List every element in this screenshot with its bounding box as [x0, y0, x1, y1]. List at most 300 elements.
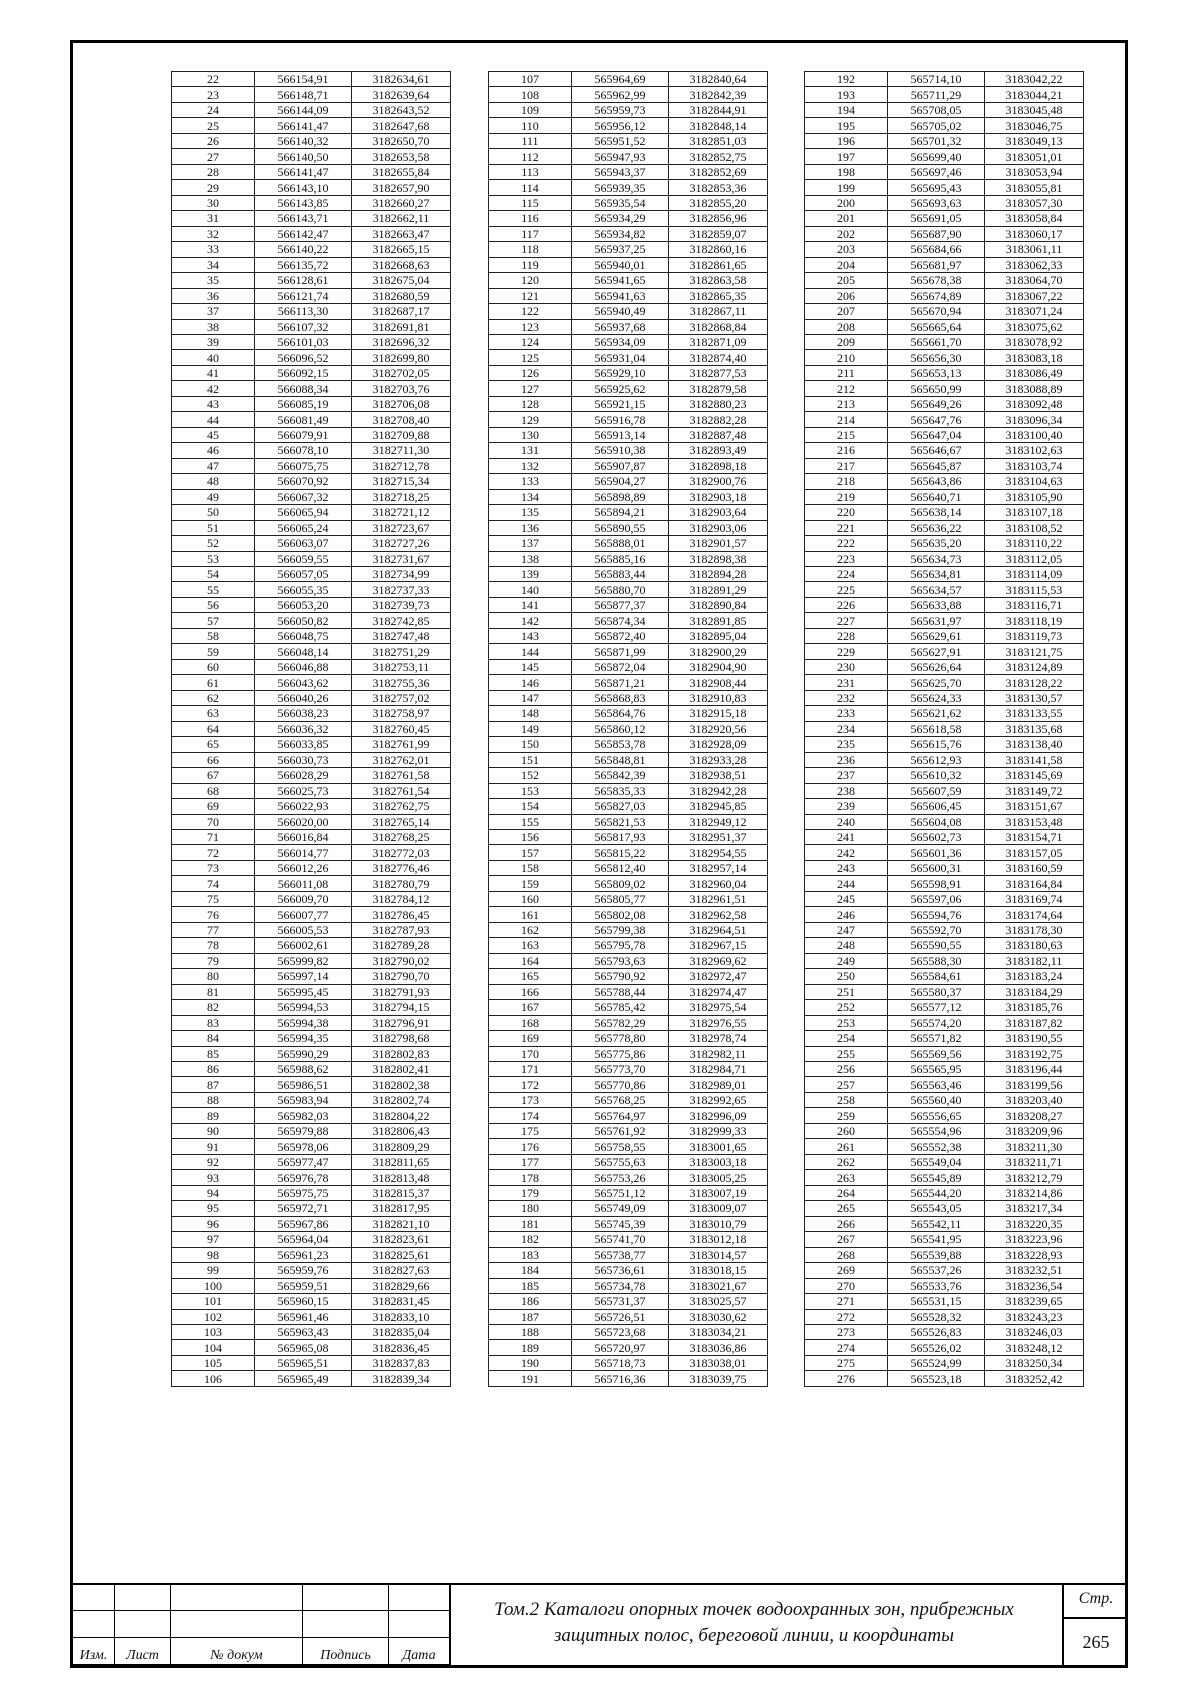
point-number-cell: 237: [805, 768, 888, 783]
point-number-cell: 68: [172, 783, 255, 798]
point-number-cell: 156: [489, 829, 572, 844]
x-coordinate-cell: 565931,04: [572, 350, 669, 365]
table-row: [805, 922, 1084, 937]
point-number-cell: 186: [489, 1294, 572, 1309]
point-number-cell: 235: [805, 737, 888, 752]
y-coordinate-cell: 3182894,28: [669, 567, 768, 582]
point-number-cell: 23: [172, 87, 255, 102]
y-coordinate-cell: 3182901,57: [669, 536, 768, 551]
y-coordinate-cell: 3183042,22: [985, 72, 1084, 87]
x-coordinate-cell: 565646,67: [888, 443, 985, 458]
x-coordinate-cell: 565872,04: [572, 659, 669, 674]
point-number-cell: 252: [805, 1000, 888, 1015]
x-coordinate-cell: 565921,15: [572, 396, 669, 411]
point-number-cell: 251: [805, 984, 888, 999]
point-number-cell: 253: [805, 1015, 888, 1030]
y-coordinate-cell: 3182703,76: [352, 381, 451, 396]
x-coordinate-cell: 565934,09: [572, 334, 669, 349]
point-number-cell: 275: [805, 1355, 888, 1370]
y-coordinate-cell: 3182839,34: [352, 1371, 451, 1386]
x-coordinate-cell: 565761,92: [572, 1123, 669, 1138]
y-coordinate-cell: 3183184,29: [985, 984, 1084, 999]
x-coordinate-cell: 565634,73: [888, 551, 985, 566]
point-number-cell: 114: [489, 180, 572, 195]
x-coordinate-cell: 565745,39: [572, 1216, 669, 1231]
table-row: [172, 180, 451, 195]
table-row: [172, 891, 451, 906]
y-coordinate-cell: 3183252,42: [985, 1371, 1084, 1386]
y-coordinate-cell: 3183061,11: [985, 242, 1084, 257]
table-row: [489, 536, 768, 551]
table-row: [172, 520, 451, 535]
x-coordinate-cell: 566096,52: [255, 350, 352, 365]
y-coordinate-cell: 3183005,25: [669, 1170, 768, 1185]
x-coordinate-cell: 565778,80: [572, 1031, 669, 1046]
y-coordinate-cell: 3182762,75: [352, 799, 451, 814]
x-coordinate-cell: 565597,06: [888, 891, 985, 906]
point-number-cell: 120: [489, 273, 572, 288]
table-row: [172, 582, 451, 597]
point-number-cell: 213: [805, 396, 888, 411]
table-row: [805, 72, 1084, 87]
point-number-cell: 269: [805, 1263, 888, 1278]
y-coordinate-cell: 3182954,55: [669, 845, 768, 860]
table-row: [172, 1340, 451, 1355]
point-number-cell: 136: [489, 520, 572, 535]
x-coordinate-cell: 566067,32: [255, 489, 352, 504]
y-coordinate-cell: 3182852,75: [669, 149, 768, 164]
y-coordinate-cell: 3182786,45: [352, 907, 451, 922]
point-number-cell: 72: [172, 845, 255, 860]
table-row: [172, 860, 451, 875]
x-coordinate-cell: 565890,55: [572, 520, 669, 535]
y-coordinate-cell: 3182855,20: [669, 195, 768, 210]
table-row: [805, 334, 1084, 349]
point-number-cell: 211: [805, 365, 888, 380]
table-row: [489, 396, 768, 411]
x-coordinate-cell: 565539,88: [888, 1247, 985, 1262]
x-coordinate-cell: 565835,33: [572, 783, 669, 798]
table-row: [805, 644, 1084, 659]
table-row: [805, 180, 1084, 195]
x-coordinate-cell: 565731,37: [572, 1294, 669, 1309]
x-coordinate-cell: 566011,08: [255, 876, 352, 891]
x-coordinate-cell: 565964,69: [572, 72, 669, 87]
table-row: [489, 133, 768, 148]
point-number-cell: 271: [805, 1294, 888, 1309]
point-number-cell: 182: [489, 1232, 572, 1247]
x-coordinate-cell: 565929,10: [572, 365, 669, 380]
table-row: [172, 118, 451, 133]
point-number-cell: 49: [172, 489, 255, 504]
y-coordinate-cell: 3183153,48: [985, 814, 1084, 829]
y-coordinate-cell: 3183169,74: [985, 891, 1084, 906]
point-number-cell: 65: [172, 737, 255, 752]
table-row: [172, 737, 451, 752]
point-number-cell: 161: [489, 907, 572, 922]
x-coordinate-cell: 565720,97: [572, 1340, 669, 1355]
y-coordinate-cell: 3183030,62: [669, 1309, 768, 1324]
document-title: [454, 1583, 1054, 1665]
point-number-cell: 157: [489, 845, 572, 860]
table-row: [489, 520, 768, 535]
table-row: [172, 876, 451, 891]
y-coordinate-cell: 3183092,48: [985, 396, 1084, 411]
table-row: [489, 118, 768, 133]
y-coordinate-cell: 3182831,45: [352, 1294, 451, 1309]
y-coordinate-cell: 3182755,36: [352, 675, 451, 690]
x-coordinate-cell: 565941,65: [572, 273, 669, 288]
table-row: [172, 396, 451, 411]
x-coordinate-cell: 565625,70: [888, 675, 985, 690]
x-coordinate-cell: 565645,87: [888, 458, 985, 473]
y-coordinate-cell: 3183100,40: [985, 427, 1084, 442]
x-coordinate-cell: 566148,71: [255, 87, 352, 102]
x-coordinate-cell: 565962,99: [572, 87, 669, 102]
y-coordinate-cell: 3182790,02: [352, 953, 451, 968]
x-coordinate-cell: 565959,76: [255, 1263, 352, 1278]
y-coordinate-cell: 3182691,81: [352, 319, 451, 334]
x-coordinate-cell: 566078,10: [255, 443, 352, 458]
table-row: [172, 706, 451, 721]
point-number-cell: 138: [489, 551, 572, 566]
y-coordinate-cell: 3183182,11: [985, 953, 1084, 968]
table-row: [172, 644, 451, 659]
y-coordinate-cell: 3183223,96: [985, 1232, 1084, 1247]
coordinate-table-3: [804, 71, 1084, 1387]
title-block: [72, 1583, 1126, 1665]
table-row: [172, 1092, 451, 1107]
y-coordinate-cell: 3182723,67: [352, 520, 451, 535]
x-coordinate-cell: 565937,68: [572, 319, 669, 334]
y-coordinate-cell: 3182761,58: [352, 768, 451, 783]
table-row: [489, 582, 768, 597]
point-number-cell: 42: [172, 381, 255, 396]
y-coordinate-cell: 3183133,55: [985, 706, 1084, 721]
point-number-cell: 228: [805, 628, 888, 643]
y-coordinate-cell: 3183190,55: [985, 1031, 1084, 1046]
point-number-cell: 200: [805, 195, 888, 210]
x-coordinate-cell: 565552,38: [888, 1139, 985, 1154]
point-number-cell: 171: [489, 1062, 572, 1077]
x-coordinate-cell: 565956,12: [572, 118, 669, 133]
point-number-cell: 165: [489, 969, 572, 984]
point-number-cell: 204: [805, 257, 888, 272]
y-coordinate-cell: 3182964,51: [669, 922, 768, 937]
point-number-cell: 183: [489, 1247, 572, 1262]
x-coordinate-cell: 565775,86: [572, 1046, 669, 1061]
y-coordinate-cell: 3182821,10: [352, 1216, 451, 1231]
point-number-cell: 202: [805, 226, 888, 241]
table-row: [805, 489, 1084, 504]
y-coordinate-cell: 3182712,78: [352, 458, 451, 473]
y-coordinate-cell: 3182975,54: [669, 1000, 768, 1015]
x-coordinate-cell: 565634,81: [888, 567, 985, 582]
y-coordinate-cell: 3183053,94: [985, 164, 1084, 179]
point-number-cell: 67: [172, 768, 255, 783]
y-coordinate-cell: 3182711,30: [352, 443, 451, 458]
point-number-cell: 78: [172, 938, 255, 953]
point-number-cell: 131: [489, 443, 572, 458]
x-coordinate-cell: 565634,57: [888, 582, 985, 597]
table-row: [805, 675, 1084, 690]
y-coordinate-cell: 3183236,54: [985, 1278, 1084, 1293]
y-coordinate-cell: 3182903,64: [669, 505, 768, 520]
y-coordinate-cell: 3182976,55: [669, 1015, 768, 1030]
y-coordinate-cell: 3182687,17: [352, 304, 451, 319]
table-row: [805, 597, 1084, 612]
table-row: [489, 226, 768, 241]
y-coordinate-cell: 3183021,67: [669, 1278, 768, 1293]
point-number-cell: 104: [172, 1340, 255, 1355]
table-row: [805, 1062, 1084, 1077]
point-number-cell: 31: [172, 211, 255, 226]
point-number-cell: 66: [172, 752, 255, 767]
title-block-separator: [449, 1583, 451, 1665]
x-coordinate-cell: 565753,26: [572, 1170, 669, 1185]
x-coordinate-cell: 565705,02: [888, 118, 985, 133]
y-coordinate-cell: 3183243,23: [985, 1309, 1084, 1324]
x-coordinate-cell: 565848,81: [572, 752, 669, 767]
x-coordinate-cell: 566048,75: [255, 628, 352, 643]
table-row: [805, 1170, 1084, 1185]
x-coordinate-cell: 565533,76: [888, 1278, 985, 1293]
x-coordinate-cell: 565960,15: [255, 1294, 352, 1309]
x-coordinate-cell: 566002,61: [255, 938, 352, 953]
point-number-cell: 189: [489, 1340, 572, 1355]
point-number-cell: 102: [172, 1309, 255, 1324]
table-row: [489, 273, 768, 288]
point-number-cell: 155: [489, 814, 572, 829]
table-row: [489, 1015, 768, 1030]
x-coordinate-cell: 565894,21: [572, 505, 669, 520]
y-coordinate-cell: 3182699,80: [352, 350, 451, 365]
table-row: [805, 706, 1084, 721]
y-coordinate-cell: 3182751,29: [352, 644, 451, 659]
y-coordinate-cell: 3182887,48: [669, 427, 768, 442]
revision-table: [72, 1583, 450, 1665]
y-coordinate-cell: 3182978,74: [669, 1031, 768, 1046]
point-number-cell: 94: [172, 1185, 255, 1200]
y-coordinate-cell: 3182802,74: [352, 1092, 451, 1107]
y-coordinate-cell: 3183203,40: [985, 1092, 1084, 1107]
point-number-cell: 170: [489, 1046, 572, 1061]
x-coordinate-cell: 565699,40: [888, 149, 985, 164]
y-coordinate-cell: 3182989,01: [669, 1077, 768, 1092]
label-date: Дата: [389, 1638, 450, 1665]
y-coordinate-cell: 3182657,90: [352, 180, 451, 195]
x-coordinate-cell: 565982,03: [255, 1108, 352, 1123]
y-coordinate-cell: 3182634,61: [352, 72, 451, 87]
x-coordinate-cell: 566046,88: [255, 659, 352, 674]
y-coordinate-cell: 3182727,26: [352, 536, 451, 551]
y-coordinate-cell: 3182731,67: [352, 551, 451, 566]
x-coordinate-cell: 565959,73: [572, 102, 669, 117]
x-coordinate-cell: 565975,75: [255, 1185, 352, 1200]
y-coordinate-cell: 3182653,58: [352, 149, 451, 164]
point-number-cell: 71: [172, 829, 255, 844]
table-row: [805, 1371, 1084, 1386]
y-coordinate-cell: 3183160,59: [985, 860, 1084, 875]
point-number-cell: 59: [172, 644, 255, 659]
point-number-cell: 216: [805, 443, 888, 458]
x-coordinate-cell: 565885,16: [572, 551, 669, 566]
x-coordinate-cell: 565788,44: [572, 984, 669, 999]
x-coordinate-cell: 566121,74: [255, 288, 352, 303]
x-coordinate-cell: 565716,36: [572, 1371, 669, 1386]
table-row: [489, 1232, 768, 1247]
y-coordinate-cell: 3182761,54: [352, 783, 451, 798]
point-number-cell: 197: [805, 149, 888, 164]
table-row: [489, 1263, 768, 1278]
y-coordinate-cell: 3183232,51: [985, 1263, 1084, 1278]
y-coordinate-cell: 3182868,84: [669, 319, 768, 334]
table-row: [489, 690, 768, 705]
table-row: [805, 474, 1084, 489]
y-coordinate-cell: 3183014,57: [669, 1247, 768, 1262]
point-number-cell: 36: [172, 288, 255, 303]
y-coordinate-cell: 3182836,45: [352, 1340, 451, 1355]
x-coordinate-cell: 565627,91: [888, 644, 985, 659]
x-coordinate-cell: 566050,82: [255, 613, 352, 628]
table-row: [805, 133, 1084, 148]
x-coordinate-cell: 565741,70: [572, 1232, 669, 1247]
table-row: [172, 1123, 451, 1138]
point-number-cell: 172: [489, 1077, 572, 1092]
point-number-cell: 106: [172, 1371, 255, 1386]
x-coordinate-cell: 566016,84: [255, 829, 352, 844]
table-row: [805, 814, 1084, 829]
x-coordinate-cell: 565643,86: [888, 474, 985, 489]
point-number-cell: 164: [489, 953, 572, 968]
table-row: [489, 1000, 768, 1015]
table-row: [172, 1309, 451, 1324]
table-row: [172, 1355, 451, 1370]
point-number-cell: 74: [172, 876, 255, 891]
y-coordinate-cell: 3182772,03: [352, 845, 451, 860]
point-number-cell: 27: [172, 149, 255, 164]
point-number-cell: 108: [489, 87, 572, 102]
point-number-cell: 41: [172, 365, 255, 380]
x-coordinate-cell: 565606,45: [888, 799, 985, 814]
table-row: [489, 164, 768, 179]
y-coordinate-cell: 3182675,04: [352, 273, 451, 288]
y-coordinate-cell: 3182639,64: [352, 87, 451, 102]
y-coordinate-cell: 3182895,04: [669, 628, 768, 643]
x-coordinate-cell: 566036,32: [255, 721, 352, 736]
y-coordinate-cell: 3182904,90: [669, 659, 768, 674]
x-coordinate-cell: 566141,47: [255, 118, 352, 133]
table-row: [805, 1092, 1084, 1107]
x-coordinate-cell: 565544,20: [888, 1185, 985, 1200]
table-row: [489, 427, 768, 442]
y-coordinate-cell: 3183116,71: [985, 597, 1084, 612]
point-number-cell: 84: [172, 1031, 255, 1046]
table-row: [805, 1232, 1084, 1247]
x-coordinate-cell: 565701,32: [888, 133, 985, 148]
y-coordinate-cell: 3183151,67: [985, 799, 1084, 814]
x-coordinate-cell: 565817,93: [572, 829, 669, 844]
table-row: [489, 1340, 768, 1355]
y-coordinate-cell: 3182842,39: [669, 87, 768, 102]
y-coordinate-cell: 3183187,82: [985, 1015, 1084, 1030]
y-coordinate-cell: 3182802,38: [352, 1077, 451, 1092]
table-row: [805, 690, 1084, 705]
x-coordinate-cell: 565983,94: [255, 1092, 352, 1107]
point-number-cell: 79: [172, 953, 255, 968]
y-coordinate-cell: 3182794,15: [352, 1000, 451, 1015]
x-coordinate-cell: 565934,29: [572, 211, 669, 226]
y-coordinate-cell: 3183199,56: [985, 1077, 1084, 1092]
point-number-cell: 63: [172, 706, 255, 721]
table-row: [489, 1046, 768, 1061]
y-coordinate-cell: 3182835,04: [352, 1324, 451, 1339]
x-coordinate-cell: 565749,09: [572, 1201, 669, 1216]
point-number-cell: 60: [172, 659, 255, 674]
table-row: [172, 334, 451, 349]
y-coordinate-cell: 3182709,88: [352, 427, 451, 442]
y-coordinate-cell: 3182721,12: [352, 505, 451, 520]
table-row: [489, 381, 768, 396]
page-number: 265: [1082, 1632, 1110, 1652]
y-coordinate-cell: 3183250,34: [985, 1355, 1084, 1370]
x-coordinate-cell: 565782,29: [572, 1015, 669, 1030]
x-coordinate-cell: 565524,99: [888, 1355, 985, 1370]
y-coordinate-cell: 3183220,35: [985, 1216, 1084, 1231]
table-row: [489, 1278, 768, 1293]
page-box: [1062, 1583, 1128, 1665]
y-coordinate-cell: 3182668,63: [352, 257, 451, 272]
y-coordinate-cell: 3183051,01: [985, 149, 1084, 164]
y-coordinate-cell: 3183086,49: [985, 365, 1084, 380]
point-number-cell: 96: [172, 1216, 255, 1231]
table-row: [805, 1139, 1084, 1154]
point-number-cell: 115: [489, 195, 572, 210]
point-number-cell: 123: [489, 319, 572, 334]
y-coordinate-cell: 3182865,35: [669, 288, 768, 303]
point-number-cell: 100: [172, 1278, 255, 1293]
x-coordinate-cell: 565994,38: [255, 1015, 352, 1030]
point-number-cell: 95: [172, 1201, 255, 1216]
y-coordinate-cell: 3183135,68: [985, 721, 1084, 736]
table-row: [489, 304, 768, 319]
point-number-cell: 246: [805, 907, 888, 922]
x-coordinate-cell: 565871,21: [572, 675, 669, 690]
y-coordinate-cell: 3183217,34: [985, 1201, 1084, 1216]
point-number-cell: 37: [172, 304, 255, 319]
label-sheet: Лист: [115, 1638, 171, 1665]
x-coordinate-cell: 565734,78: [572, 1278, 669, 1293]
table-row: [805, 737, 1084, 752]
table-row: [805, 195, 1084, 210]
point-number-cell: 236: [805, 752, 888, 767]
y-coordinate-cell: 3182999,33: [669, 1123, 768, 1138]
table-row: [172, 1170, 451, 1185]
point-number-cell: 52: [172, 536, 255, 551]
y-coordinate-cell: 3182742,85: [352, 613, 451, 628]
point-number-cell: 50: [172, 505, 255, 520]
table-row: [172, 659, 451, 674]
table-row: [172, 1000, 451, 1015]
x-coordinate-cell: 565888,01: [572, 536, 669, 551]
x-coordinate-cell: 565601,36: [888, 845, 985, 860]
point-number-cell: 179: [489, 1185, 572, 1200]
point-number-cell: 267: [805, 1232, 888, 1247]
point-number-cell: 146: [489, 675, 572, 690]
x-coordinate-cell: 565647,76: [888, 412, 985, 427]
table-row: [489, 845, 768, 860]
y-coordinate-cell: 3182898,18: [669, 458, 768, 473]
